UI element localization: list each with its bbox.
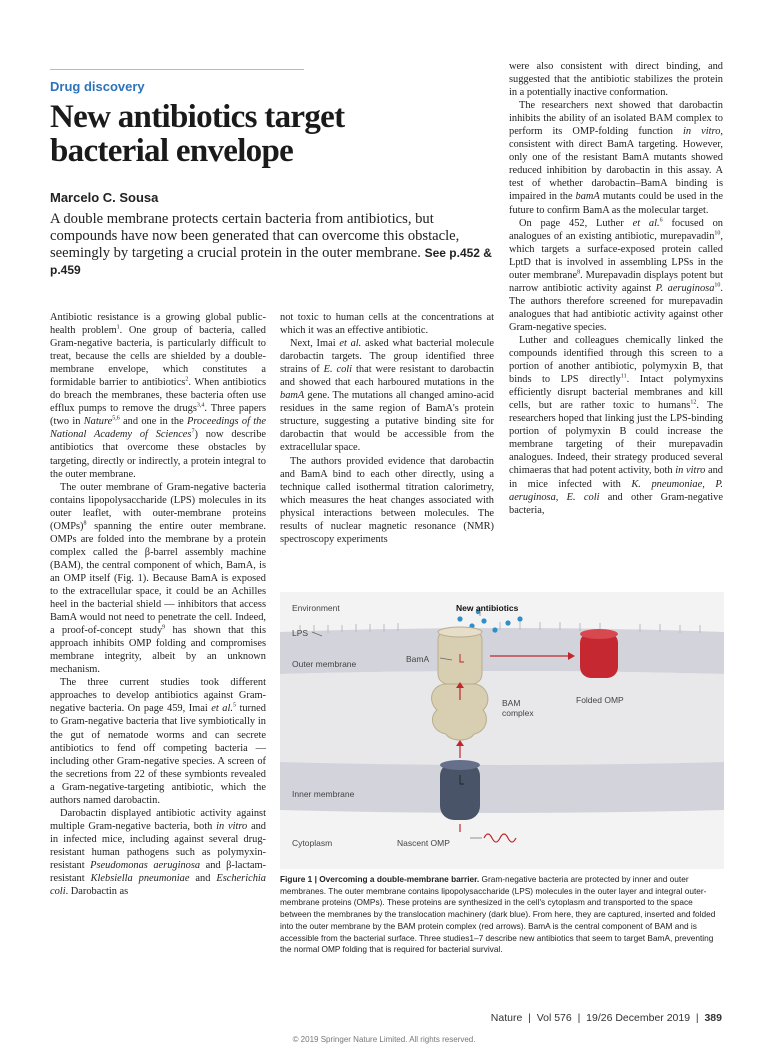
figure-1-diagram	[280, 592, 724, 869]
see-pages-link[interactable]: See p.452 & p.459	[50, 246, 492, 277]
footer-date: 19/26 December 2019	[586, 1012, 691, 1024]
body-column-2: not toxic to human cells at the concentrations at which it was an effective antibiotic. Next, Imai et al. asked what bacterial molecule darobactin targets. The group identified three strains of E. coli that were resistant to darobactin and showed that each harboured mutations in the bamA gene. The mutations all changed amino-acid residues in the same region of BamA's protein structure, suggesting a putative binding site for darobactin that would be accessible from the extracellular space. The authors provided evidence that darobactin and BamA bind to each other directly, using a technique called isothermal titration calorimetry, which measures the heat changes associated with physical interactions between molecules. The results of nuclear magnetic resonance (NMR) spectroscopy experiments	[280, 312, 494, 545]
periplasm	[280, 671, 724, 765]
header-rule	[50, 69, 304, 70]
label-cytoplasm: Cytoplasm	[292, 838, 333, 848]
copyright-notice: © 2019 Springer Nature Limited. All rights reserved.	[292, 1035, 476, 1044]
figure-caption-body: Gram-negative bacteria are protected by inner and outer membranes. The outer membrane contains lipopolysaccharide (LPS) molecules in the outer layer and integral outer-membrane proteins (OMPs). These proteins are synthesized in the cell's cytoplasm and transported to the space between the membranes by the translocation machinery (dark blue). From here, they are captured, inserted and folded into the outer membrane by the BAM protein complex (red arrows). BamA is the central component of BAM and is accessible from the bacterial surface. Three studies1–7 describe new antibiotics that seem to target BamA, preventing the normal OMP folding that is required for bacterial survival.	[280, 874, 716, 955]
figure-1-svg	[280, 592, 724, 869]
label-new-antibiotics: New antibiotics	[456, 603, 519, 613]
page-footer: Nature | Vol 576 | 19/26 December 2019 | 389	[490, 1012, 722, 1024]
figure-caption-title: Figure 1 | Overcoming a double-membrane barrier.	[280, 874, 480, 884]
label-nascent-omp: Nascent OMP	[397, 838, 450, 848]
inner-membrane-band	[280, 762, 724, 813]
translocon	[440, 760, 480, 820]
body-column-3: were also consistent with direct binding, and suggested that the antibiotic stabilizes the protein in a potentially inactive conformation. The researchers next showed that darobactin inhibits the ability of an isolated BAM complex to perform its OMP-folding function in vitro, consistent with direct BamA targeting. However, only one of the resistant BamA mutants showed reduced inhibition by darobactin in this assay. A test of whether darobactin–BamA binding is impaired in the bamA mutants could be used in the future to confirm BamA as the molecular target. On page 452, Luther et al.$^6$ focused on analogues of an existing antibiotic, murepavadin$^{10}$, which targets a surface-exposed protein called LptD that is involved in assembling LPSs in the outer membrane$^8$. Murepavadin displays potent but narrow antibiotic activity against P. aeruginosa$^{10}$. The authors therefore screened for murepavadin analogues that had antibiotic activity against other Gram-negative species. Luther and colleagues chemically linked the compounds identified through this screen to a portion of another antibiotic, polymyxin B, that binds to LPS directly$^{11}$. Intact polymyxins efficiently disrupt bacterial membranes and kill cells, but are rather toxic to humans$^{12}$. The researchers hoped that linking just the LPS-binding portion of polymyxin B could increase the membrane targeting of their murepavadin analogues. Indeed, their strategy produced several chimaeras that had potent activity, both in vitro and in mice infected with K. pneumoniae, P. aeruginosa, E. coli and other Gram-negative bacteria,	[509, 61, 724, 516]
label-lps: LPS	[292, 628, 309, 638]
label-bama: BamA	[406, 654, 430, 664]
folded-omp	[580, 629, 618, 678]
standfirst-text: A double membrane protects certain bacteria from antibiotics, but compounds have now been generated that can overcome this obstacle, seemingly by targeting a crucial protein in the outer membrane.	[50, 211, 460, 261]
footer-journal: Nature	[490, 1012, 523, 1024]
author-byline: Marcelo C. Sousa	[50, 190, 159, 205]
footer-page-number: 389	[704, 1012, 722, 1024]
figure-caption	[280, 874, 724, 956]
label-environment: Environment	[292, 603, 340, 613]
body-column-1: Antibiotic resistance is a growing global public-health problem$^1$. One group of bacteria, called Gram-negative bacteria, is particularly difficult to treat, because the cells are shielded by a double-membrane envelope, which constitutes a formidable barrier to antibiotics$^2$. When antibiotics do breach the membranes, these bacteria often use efflux pumps to remove the drugs$^{3,4}$. Three papers (two in Nature$^{5,6}$ and one in the Proceedings of the National Academy of Sciences$^7$) now describe antibiotics that overcome these obstacles by targeting, directly or indirectly, a protein integral to the outer membrane. The outer membrane of Gram-negative bacteria contains lipopolysaccharide (LPS) molecules in its outer leaflet, with outer-membrane proteins (OMPs)$^8$ spanning the entire outer membrane. OMPs are folded into the membrane by a protein complex called the β-barrel assembly machine (BAM), the central component of which, BamA, is an OMP itself (Fig. 1). Because BamA is exposed to the extracellular space, it could be an Achilles heel in the bacterial shield — inhibitors that access BamA would not need to penetrate the cell. Indeed, a proof-of-concept study$^9$ has shown that this approach inhibits OMP folding and compromises membrane integrity, albeit by an unknown mechanism. The three current studies took different approaches to develop antibiotics against Gram-negative bacteria. On page 459, Imai et al.$^5$ turned to Gram-negative bacteria that live symbiotically in the gut of nematode worms and can secrete antibiotics to fend off competing bacteria — including other Gram-negative species. A screen of the secretions from 22 of these symbionts revealed a Gram-negative-targeting antibiotic, which the authors named darobactin. Darobactin displayed antibiotic activity against multiple Gram-negative bacteria, both in vitro and in infected mice, including against several drug-resistant human pathogens such as polymyxin-resistant Pseudomonas aeruginosa and β-lactam-resistant Klebsiella pneumoniae and Escherichia coli. Darobactin as	[50, 312, 267, 898]
label-inner-membrane: Inner membrane	[292, 789, 355, 799]
article-headline: New antibiotics target bacterial envelope	[50, 99, 345, 169]
section-kicker: Drug discovery	[50, 79, 145, 94]
footer-volume: Vol 576	[536, 1012, 572, 1024]
standfirst	[50, 211, 498, 279]
label-outer-membrane: Outer membrane	[292, 659, 357, 669]
label-bam-complex: BAM complex	[502, 698, 534, 718]
label-folded-omp: Folded OMP	[576, 695, 624, 705]
